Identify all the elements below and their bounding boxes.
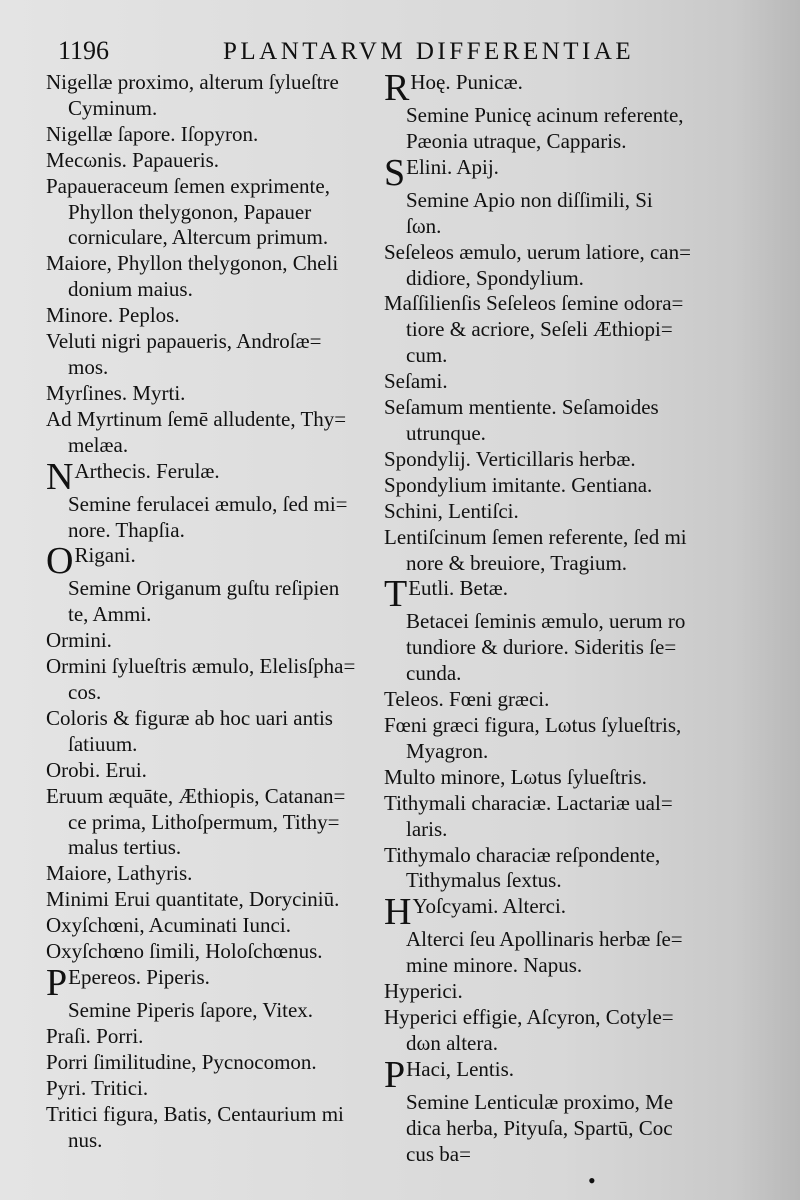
index-entry — [384, 765, 714, 791]
index-entry — [46, 1102, 384, 1154]
entry-continuation-line: Phyllon thelygonon, Papauer — [68, 199, 312, 224]
index-entry — [46, 174, 384, 252]
entry-text: Haci, Lentis. — [406, 1056, 515, 1081]
entry-continuation-line: dica herba, Pityuſa, Spartū, Coc — [406, 1115, 673, 1140]
entry-continuation-line: Betacei ſeminis æmulo, uerum ro — [406, 609, 686, 634]
entry-line: Tithymalo characiæ reſpondente, — [384, 842, 661, 867]
index-entry — [46, 965, 384, 1024]
entry-line: Seſeleos æmulo, uerum latiore, can= — [384, 239, 691, 264]
index-entry — [384, 395, 714, 447]
index-entry — [46, 706, 384, 758]
index-entry — [46, 939, 384, 965]
index-entry — [46, 251, 384, 303]
index-entry — [384, 1005, 714, 1057]
entry-continuation-line: didiore, Spondylium. — [406, 265, 584, 290]
entry-line: Papaueraceum ſemen exprimente, — [46, 173, 330, 198]
entry-line: Lentiſcinum ſemen referente, ſed mi — [384, 524, 687, 549]
entry-line: Seſamum mentiente. Seſamoides — [384, 395, 659, 420]
drop-cap-letter: P — [46, 965, 68, 998]
index-entry — [384, 791, 714, 843]
entry-line: Maiore, Phyllon thelygonon, Cheli — [46, 251, 339, 276]
entry-continuation-line: tiore & acriore, Seſeli Æthiopi= — [406, 317, 673, 342]
entry-line — [46, 543, 384, 576]
index-entry — [384, 473, 714, 499]
index-entry — [46, 758, 384, 784]
entry-line: Spondylium imitante. Gentiana. — [384, 472, 653, 497]
entry-line: Mecωnis. Papaueris. — [46, 147, 220, 172]
entry-continuation-line: Tithymalus ſextus. — [406, 868, 562, 893]
index-entry — [384, 70, 714, 155]
index-entry — [46, 887, 384, 913]
entry-continuation-line: malus tertius. — [68, 835, 182, 860]
entry-continuation-line: nore. Thapſia. — [68, 517, 185, 542]
entry-line — [384, 70, 714, 103]
entry-line: Ormini. — [46, 628, 112, 653]
entry-line: Teleos. Fœni græci. — [384, 687, 550, 712]
entry-continuation-line: te, Ammi. — [68, 602, 152, 627]
index-entry — [46, 654, 384, 706]
footer-mark: • — [588, 1168, 596, 1193]
entry-line: Seſami. — [384, 369, 448, 394]
entry-line: Ormini ſylueſtris æmulo, Elelisſpha= — [46, 654, 356, 679]
page-header — [38, 36, 758, 70]
drop-cap-letter: R — [384, 70, 410, 103]
entry-text: Epereos. Piperis. — [68, 965, 210, 989]
index-entry — [384, 525, 714, 577]
entry-continuation-line: donium maius. — [68, 277, 193, 302]
entry-line — [384, 155, 714, 188]
index-entry — [384, 687, 714, 713]
index-entry — [46, 407, 384, 459]
index-entry — [46, 459, 384, 544]
entry-line: Myrſines. Myrti. — [46, 380, 186, 405]
index-entry — [46, 70, 384, 122]
entry-line: Spondylij. Verticillaris herbæ. — [384, 446, 636, 471]
entry-line: Fœni græci figura, Lωtus ſylueſtris, — [384, 713, 682, 738]
index-entry — [384, 894, 714, 979]
entry-text: Rigani. — [74, 543, 136, 568]
index-entry — [384, 713, 714, 765]
entry-continuation-line: corniculare, Altercum primum. — [68, 225, 329, 250]
index-entry — [46, 861, 384, 887]
index-entry — [384, 843, 714, 895]
entry-continuation-line: cos. — [68, 680, 102, 705]
entry-line: Minimi Erui quantitate, Doryciniū. — [46, 887, 340, 912]
entry-continuation-line: Semine ferulacei æmulo, ſed mi= — [68, 491, 348, 516]
index-entry — [384, 291, 714, 369]
entry-line: Nigellæ proximo, alterum ſylueſtre — [46, 70, 339, 94]
running-head: PLANTARVM DIFFERENTIAE — [223, 38, 635, 65]
index-entry — [46, 122, 384, 148]
entry-continuation-line: melæa. — [68, 432, 129, 457]
index-entry — [46, 303, 384, 329]
entry-line — [46, 459, 384, 492]
entry-continuation-line: Semine Origanum guſtu reſipien — [68, 576, 340, 601]
entry-continuation-line: ſωn. — [406, 213, 442, 238]
entry-line — [46, 965, 384, 998]
entry-line: Praſi. Porri. — [46, 1023, 144, 1048]
drop-cap-letter: N — [46, 458, 74, 492]
entry-line: Multo minore, Lωtus ſylueſtris. — [384, 764, 647, 789]
entry-continuation-line: ce prima, Lithoſpermum, Tithy= — [68, 809, 340, 834]
index-entry — [46, 784, 384, 862]
entry-text: Yoſcyami. Alterci. — [412, 894, 567, 919]
left-column — [46, 70, 384, 1153]
entry-continuation-line: Semine Apio non diſſimili, Si — [406, 187, 653, 212]
entry-line: Eruum æquāte, Æthiopis, Catanan= — [46, 783, 346, 808]
index-entry — [384, 1057, 714, 1168]
index-entry — [384, 369, 714, 395]
entry-continuation-line: Cyminum. — [68, 95, 158, 120]
entry-line: Hyperici. — [384, 979, 463, 1004]
entry-line: Oxyſchœni, Acuminati Iunci. — [46, 913, 291, 938]
right-column — [384, 70, 714, 1168]
drop-cap-letter: P — [384, 1056, 406, 1090]
entry-continuation-line: Pæonia utraque, Capparis. — [406, 128, 627, 153]
entry-line: Tritici figura, Batis, Centaurium mi — [46, 1101, 344, 1126]
entry-continuation-line: Semine Piperis ſapore, Vitex. — [68, 998, 314, 1022]
entry-line — [384, 894, 714, 927]
entry-continuation-line: Myagron. — [406, 738, 489, 763]
entry-line: Porri ſimilitudine, Pycnocomon. — [46, 1049, 317, 1074]
entry-continuation-line: cum. — [406, 343, 448, 368]
entry-continuation-line: tundiore & duriore. Sideritis ſe= — [406, 635, 677, 660]
entry-line: Tithymali characiæ. Lactariæ ual= — [384, 790, 673, 815]
entry-line: Hyperici effigie, Aſcyron, Cotyle= — [384, 1005, 674, 1030]
index-entry — [46, 329, 384, 381]
entry-line: Maſſilienſis Seſeleos ſemine odora= — [384, 291, 684, 316]
entry-continuation-line: cus ba= — [406, 1141, 471, 1166]
index-entry — [46, 1050, 384, 1076]
entry-line: Minore. Peplos. — [46, 303, 180, 328]
page-number: 1196 — [58, 36, 110, 65]
entry-continuation-line: mine minore. Napus. — [406, 953, 583, 978]
entry-line — [384, 1057, 714, 1090]
drop-cap-letter: O — [46, 543, 74, 577]
drop-cap-letter: S — [384, 154, 406, 188]
entry-text: Eutli. Betæ. — [408, 576, 508, 601]
entry-line: Schini, Lentiſci. — [384, 498, 519, 523]
index-entry — [46, 628, 384, 654]
index-entry — [46, 148, 384, 174]
index-entry — [384, 447, 714, 473]
entry-continuation-line: nus. — [68, 1127, 103, 1152]
entry-text: Hoę. Punicæ. — [410, 70, 523, 94]
index-entry — [46, 913, 384, 939]
entry-line: Coloris & figuræ ab hoc uari antis — [46, 705, 333, 730]
entry-line: Maiore, Lathyris. — [46, 861, 193, 886]
entry-continuation-line: laris. — [406, 816, 448, 841]
index-entry — [46, 1076, 384, 1102]
index-entry — [384, 979, 714, 1005]
entry-continuation-line: mos. — [68, 354, 109, 379]
index-entry — [384, 240, 714, 292]
entry-line: Orobi. Erui. — [46, 757, 147, 782]
entry-continuation-line: Alterci ſeu Apollinaris herbæ ſe= — [406, 927, 683, 952]
drop-cap-letter: T — [384, 576, 408, 610]
index-entry — [384, 155, 714, 240]
entry-continuation-line: Semine Punicę acinum referente, — [406, 103, 684, 127]
entry-continuation-line: ſatiuum. — [68, 731, 138, 756]
index-entry — [46, 1024, 384, 1050]
entry-continuation-line: Semine Lenticulæ proximo, Me — [406, 1089, 674, 1114]
drop-cap-letter: H — [384, 894, 412, 928]
entry-line: Ad Myrtinum ſemē alludente, Thy= — [46, 406, 347, 431]
entry-line: Oxyſchœno ſimili, Holoſchœnus. — [46, 939, 323, 964]
entry-continuation-line: cunda. — [406, 661, 462, 686]
entry-continuation-line: nore & breuiore, Tragium. — [406, 550, 628, 575]
entry-continuation-line: dωn altera. — [406, 1031, 498, 1055]
entry-text: Elini. Apij. — [406, 154, 499, 179]
entry-line: Pyri. Tritici. — [46, 1075, 149, 1100]
index-entry — [384, 499, 714, 525]
index-entry — [46, 543, 384, 628]
entry-continuation-line: utrunque. — [406, 420, 486, 445]
entry-text: Arthecis. Ferulæ. — [74, 458, 220, 483]
index-entry — [384, 576, 714, 687]
entry-line — [384, 576, 714, 609]
index-entry — [46, 381, 384, 407]
entry-line: Veluti nigri papaueris, Androſæ= — [46, 329, 322, 354]
entry-line: Nigellæ ſapore. Iſopyron. — [46, 121, 259, 146]
